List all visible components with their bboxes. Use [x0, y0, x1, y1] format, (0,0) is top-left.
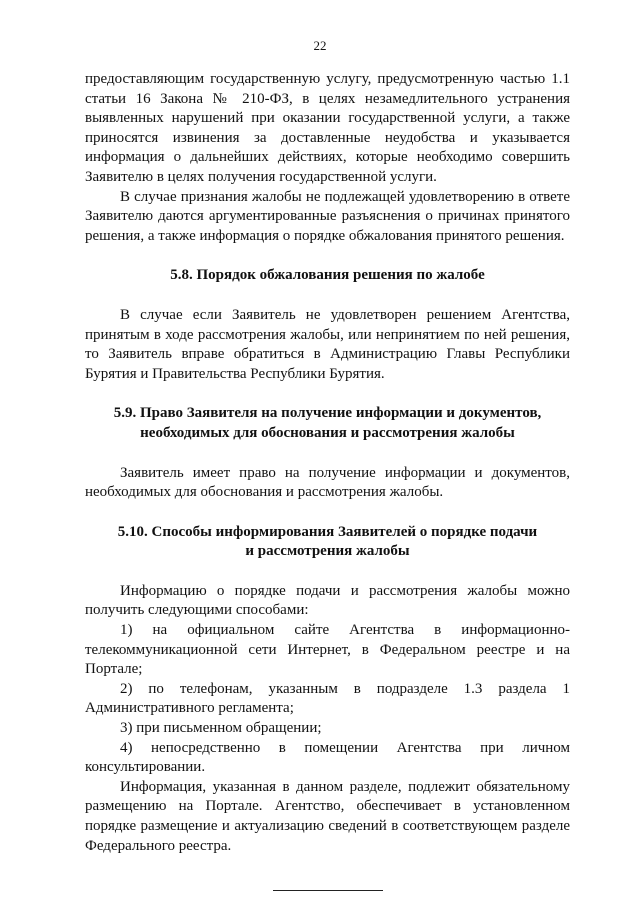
paragraph-5-8: В случае если Заявитель не удовлетворен решением Агентства, принятым в ходе рассмотрения жалобы, или непринятием по ней решения, то Заявитель вправе обратиться в Администрацию Главы Республики Бурятия и Правительства Республики Бурятия. [85, 306, 570, 382]
paragraph-intro: предоставляющим государственную услугу, предусмотренную частью 1.1 статьи 16 Закона № 210-ФЗ, в целях незамедлительного устранения выявленных нарушений при оказании государственной услуги, а также приносятся извинения за доставленные неудобства и указывается информация о дальнейших действиях, которые необходимо совершить Заявителю в целях получения государственной услуги. [85, 71, 570, 185]
list-item-1: 1) на официальном сайте Агентства в информационно-телекоммуникационной сети Интернет, в Федеральном реестре и на Портале; [85, 622, 570, 678]
list-item-4: 4) непосредственно в помещении Агентства при личном консультировании. [85, 739, 570, 776]
spacer [85, 286, 570, 306]
heading-5-10 [85, 523, 570, 562]
list-item-3: 3) при письменном обращении; [120, 720, 322, 737]
spacer [85, 444, 570, 464]
heading-5-10-line-2: и рассмотрения жалобы [245, 543, 410, 560]
heading-5-9-line-1: 5.9. Право Заявителя на получение информации и документов, [113, 405, 542, 422]
paragraph-5-9: Заявитель имеет право на получение информации и документов, необходимых для обоснования и рассмотрения жалобы. [85, 464, 570, 501]
list-item-2: 2) по телефонам, указанным в подразделе 1.3 раздела 1 Административного регламента; [85, 680, 570, 717]
end-separator-line [273, 890, 383, 891]
heading-5-9-line-2: необходимых для обоснования и рассмотрения жалобы [140, 424, 515, 441]
paragraph-refusal: В случае признания жалобы не подлежащей удовлетворению в ответе Заявителю даются аргументированные разъяснения о причинах принятого решения, а также информация о порядке обжалования принятого решения. [85, 188, 570, 244]
paragraph-5-10-intro: Информацию о порядке подачи и рассмотрения жалобы можно получить следующими способами: [85, 582, 570, 619]
spacer [85, 562, 570, 582]
spacer [85, 503, 570, 523]
page-number: 22 [313, 38, 327, 53]
heading-5-8: 5.8. Порядок обжалования решения по жалобе [170, 267, 485, 284]
spacer [85, 246, 570, 266]
heading-5-10-line-1: 5.10. Способы информирования Заявителей о порядке подачи [117, 523, 538, 540]
page-content [85, 70, 570, 891]
heading-5-9 [85, 404, 570, 443]
spacer [85, 384, 570, 404]
paragraph-final: Информация, указанная в данном разделе, подлежит обязательному размещению на Портале. Агентство, обеспечивает в установленном порядке размещение и актуализацию сведений в соответствующем разделе Федерального реестра. [85, 778, 570, 854]
